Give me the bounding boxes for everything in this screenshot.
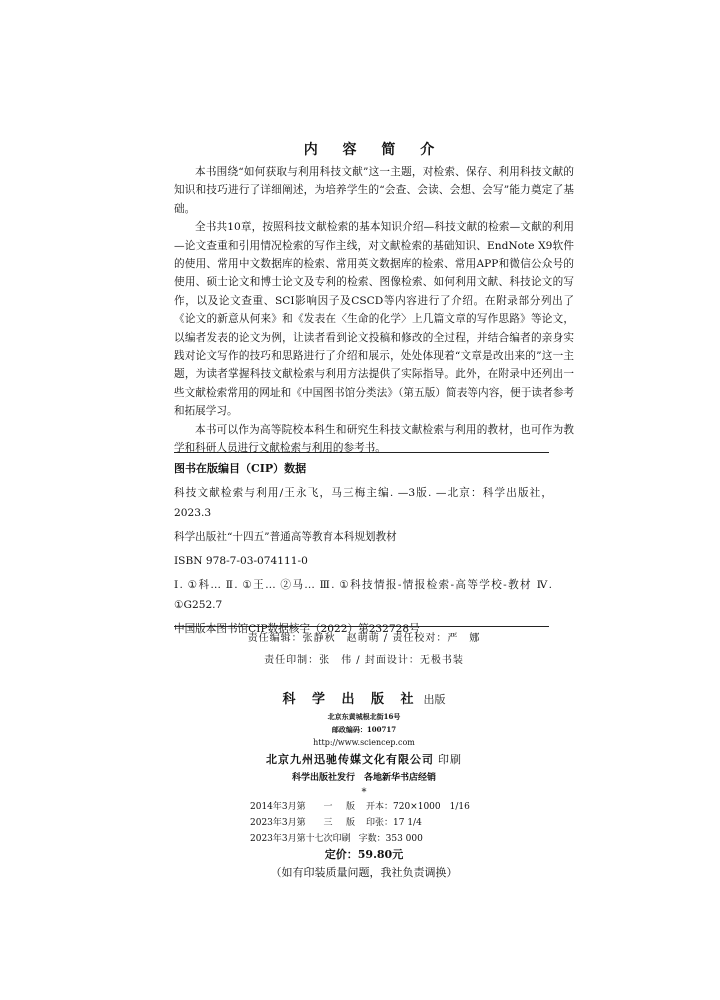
edition-spec: 字数：353 000 [358,834,423,844]
separator-star: * [361,787,367,798]
cip-line: 中国版本图书馆CIP数据核字（2022）第232728号 [174,623,420,635]
printer-tag: 印刷 [438,753,462,766]
printer-name: 北京九州迅驰传媒文化有限公司 [266,753,434,766]
summary-body [174,163,574,458]
cip-line: 科学出版社“十四五”普通高等教育本科规划教材 [174,531,397,543]
edition-spec: 开本：720×1000 1/16 [366,802,470,812]
publisher-address: 北京东黄城根北街16号 [327,712,401,721]
edition-row [250,815,500,831]
editors-block [174,628,554,672]
summary-title: 内 容 简 介 [303,142,445,158]
publisher-postcode: 邮政编码：100717 [331,725,397,734]
publisher-line [174,690,554,710]
divider-top [174,452,549,453]
divider-bottom [174,626,549,627]
edition-kind: 版 [346,802,356,812]
summary-paragraph: 本书围绕“如何获取与利用科技文献”这一主题，对检索、保存、利用科技文献的知识和技巧进行了详细阐述，为培养学生的“会查、会读、会想、会写”能力奠定了基础。 [174,166,574,215]
cip-block [174,459,552,639]
publication-block [174,690,554,800]
publisher-url: http://www.sciencep.com [313,738,415,747]
cip-line: Ⅰ. ①科… Ⅱ. ①王… ②马… Ⅲ. ①科技情报-情报检索-高等学校-教材 Ⅳ. ①G252.7 [174,579,552,611]
edition-date: 2023年3月第十七次印刷 [250,834,351,844]
publisher-tag: 出版 [423,693,446,706]
edition-kind: 版 [346,818,356,828]
edition-spec: 印张：17 1/4 [366,818,422,828]
cip-line: 科技文献检索与利用/王永飞，马三梅主编. —3版. —北京：科学出版社，2023.3 [174,487,552,519]
edition-date: 2014年3月第 [250,802,306,812]
edition-row [250,799,500,815]
cip-line: ISBN 978-7-03-074111-0 [174,555,308,567]
quality-notice: （如有印装质量问题，我社负责调换） [270,866,458,879]
summary-paragraph: 本书可以作为高等院校本科生和研究生科技文献检索与利用的教材，也可作为教学和科研人员进行文献检索与利用的参考书。 [174,423,574,455]
printer-line [174,750,554,770]
editions-block [250,799,500,847]
edition-row [250,831,500,847]
edition-ordinal: 一 [323,802,333,812]
distribution-line: 科学出版社发行 各地新华书店经销 [291,773,436,783]
edition-date: 2023年3月第 [250,818,306,828]
publisher-name: 科 学 出 版 社 [282,692,420,707]
summary-paragraph: 全书共10章，按照科技文献检索的基本知识介绍—科技文献的检索—文献的利用—论文查重和引用情况检索的写作主线，对文献检索的基础知识、EndNote X9软件的使用、常用中文数据库的检索、常用英文数据库的检索、常用APP和微信公众号的使用、硕士论文和博士论文及专利的检索、图像检索、如何利用文献、科技论文的写作，以及论文查重、SCI影响因子及CSCD等内容进行了介绍。在附录部分列出了《论文的新意从何来》和《发表在〈生命的化学〉上几篇文章的写作思路》等论文，以编者发表的论文为例，让读者看到论文投稿和修改的全过程，并结合编者的亲身实践对论文写作的技巧和思路进行了介绍和展示，处处体现着“文章是改出来的”这一主题，为读者掌握科技文献检索与利用方法提供了实际指导。此外，在附录中还列出一些文献检索常用的网址和《中国图书馆分类法》（第五版）简表等内容，便于读者参考和拓展学习。 [174,221,574,418]
price: 定价：59.80元 [324,848,404,861]
cip-heading: 图书在版编目（CIP）数据 [174,462,307,475]
editors-line: 责任编辑：张静秋 赵萌萌 / 责任校对：严 娜 [247,633,481,644]
editors-line: 责任印制：张 伟 / 封面设计：无极书装 [264,655,464,666]
edition-ordinal: 三 [323,818,333,828]
